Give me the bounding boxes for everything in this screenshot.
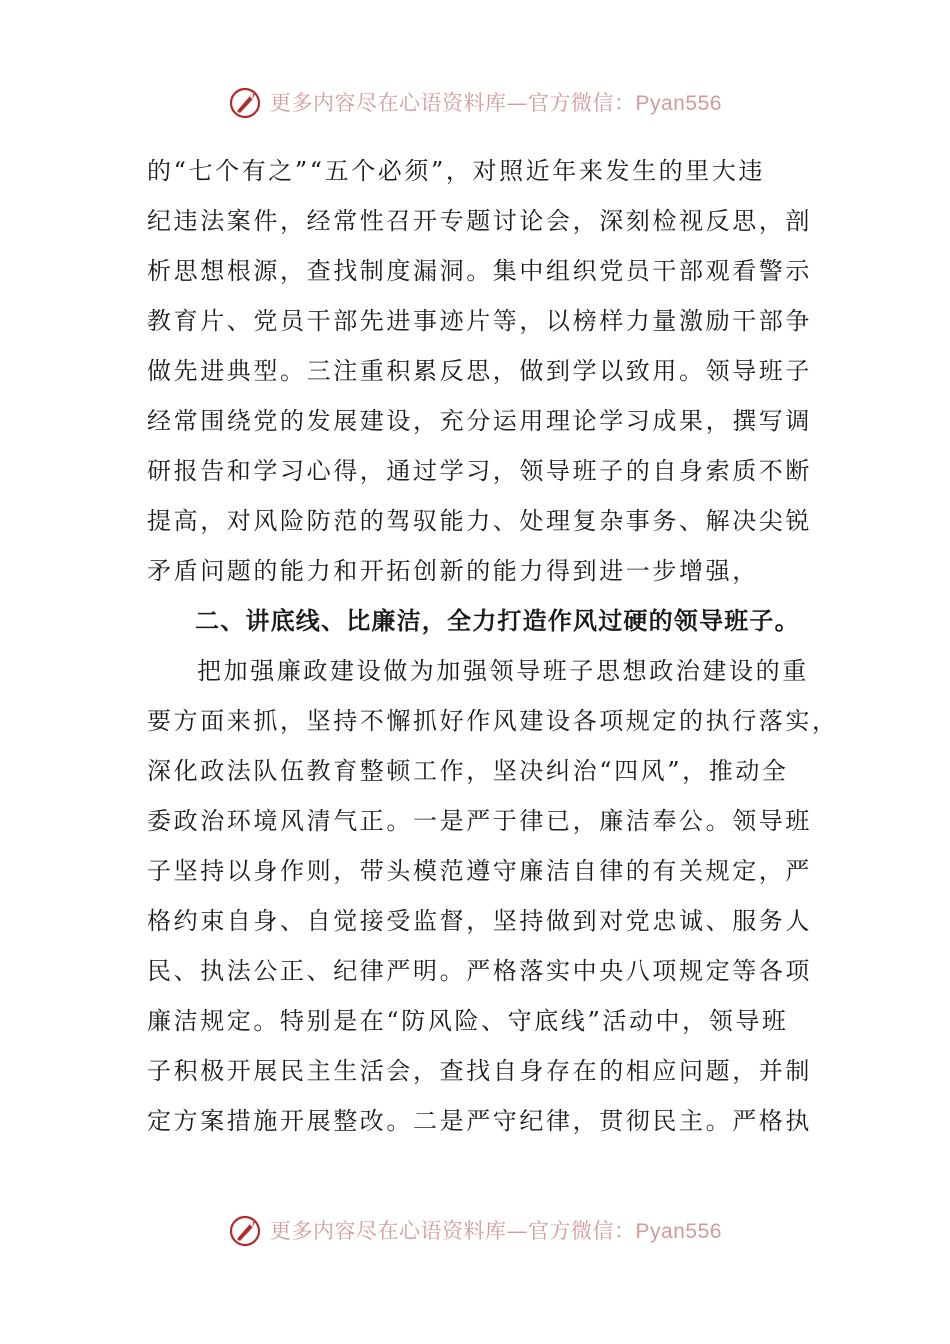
body-text-line: 委政治环境风清气正。一是严于律已，廉洁奉公。领导班 — [147, 807, 812, 835]
body-text-line: 子积极开展民主生活会，查找自身存在的相应问题，并制 — [147, 1057, 812, 1085]
body-text-line: 深化政法队伍教育整顿工作，坚决纠治“四风”，推动全 — [147, 757, 789, 785]
section-heading: 二、讲底线、比廉洁，全力打造作风过硬的领导班子。 — [195, 606, 800, 635]
body-text-line: 子坚持以身作则，带头模范遵守廉洁自律的有关规定，严 — [147, 857, 812, 885]
wechat-id: Pyan556 — [635, 92, 722, 115]
pen-nib-logo-icon — [228, 84, 264, 120]
body-text-line: 的“七个有之”“五个必须”，对照近年来发生的里大违 — [147, 157, 766, 185]
body-text-line: 定方案措施开展整改。二是严守纪律，贯彻民主。严格执 — [147, 1107, 812, 1135]
body-text-line: 矛盾问题的能力和开拓创新的能力得到进一步增强， — [147, 557, 759, 585]
wechat-id: Pyan556 — [635, 1220, 722, 1243]
body-text-line: 廉洁规定。特别是在“防风险、守底线”活动中，领导班 — [147, 1007, 789, 1035]
body-text-line: 把加强廉政建设做为加强领导班子思想政治建设的重 — [197, 657, 809, 685]
body-text-line: 做先进典型。三注重积累反思，做到学以致用。领导班子 — [147, 357, 812, 385]
footer-watermark — [0, 1210, 950, 1250]
document-body — [147, 146, 839, 1146]
body-text-line: 民、执法公正、纪律严明。严格落实中央八项规定等各项 — [147, 957, 812, 985]
body-text-line: 析思想根源，查找制度漏洞。集中组织党员干部观看警示 — [147, 257, 812, 285]
body-text-line: 教育片、党员干部先进事迹片等，以榜样力量激励干部争 — [147, 307, 812, 335]
body-text-line: 格约束自身、自觉接受监督，坚持做到对党忠诚、服务人 — [147, 907, 812, 935]
body-text-line: 纪违法案件，经常性召开专题讨论会，深刻检视反思，剖 — [147, 207, 812, 235]
watermark-text: 更多内容尽在心语资料库—官方微信：Pyan556 — [270, 1219, 722, 1243]
body-text-line: 要方面来抓，坚持不懈抓好作风建设各项规定的执行落实， — [147, 707, 839, 735]
body-text-line: 经常围绕党的发展建设，充分运用理论学习成果，撰写调 — [147, 407, 812, 435]
body-text-line: 提高，对风险防范的驾驭能力、处理复杂事务、解决尖锐 — [147, 507, 812, 535]
watermark-text: 更多内容尽在心语资料库—官方微信：Pyan556 — [270, 91, 722, 115]
body-text-line: 研报告和学习心得，通过学习，领导班子的自身索质不断 — [147, 457, 812, 485]
pen-nib-logo-icon — [228, 1212, 264, 1248]
header-watermark — [0, 82, 950, 122]
